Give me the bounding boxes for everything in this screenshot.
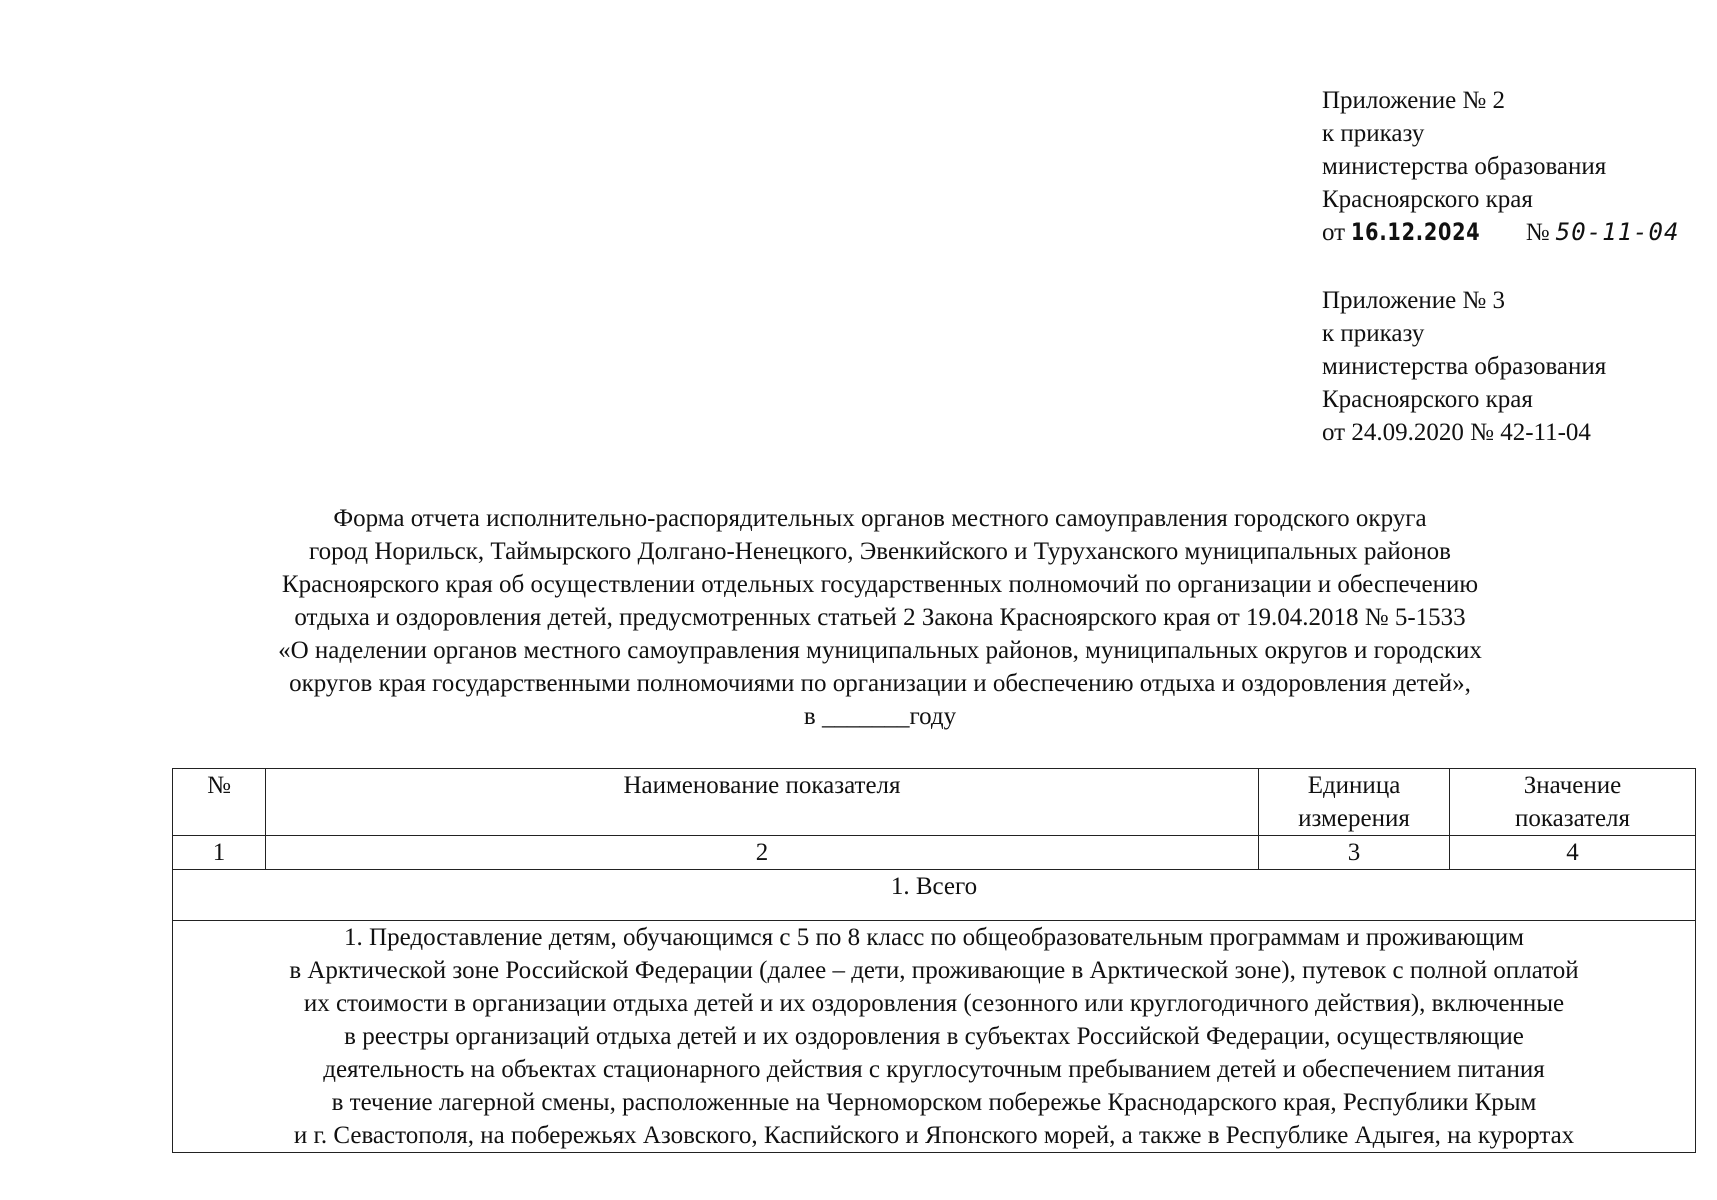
- header-indicator-name: Наименование показателя: [266, 769, 1259, 836]
- form-title-year-line: в _______году: [803, 703, 957, 730]
- table-header-row: [173, 769, 1696, 836]
- appendix-3-line-ministry: министерства образования: [1322, 353, 1607, 380]
- column-index-row: [173, 836, 1696, 870]
- report-table: [172, 768, 1696, 1153]
- header-unit: [1259, 769, 1450, 836]
- appendix-2-date-line: [1322, 216, 1702, 249]
- description-line: в течение лагерной смены, расположенные на Черноморском побережье Краснодарского края, Республики Крым: [331, 1089, 1537, 1116]
- form-title-line: округов края государственными полномочиями по организации и обеспечению отдыха и оздоровления детей»,: [289, 670, 1471, 697]
- appendix-2-handwritten-date: 16.12.2024: [1351, 218, 1481, 246]
- column-index: 2: [266, 836, 1259, 870]
- appendix-3-line-order: к приказу: [1322, 320, 1425, 347]
- section-row: [173, 870, 1696, 921]
- appendix-3-line-region: Красноярского края: [1322, 386, 1533, 413]
- appendix-2-line-region: Красноярского края: [1322, 186, 1533, 213]
- description-cell: [173, 921, 1696, 1153]
- appendix-2-date-prefix: от: [1322, 219, 1346, 246]
- appendix-2-line-order: к приказу: [1322, 120, 1425, 147]
- header-value-line: Значение: [1523, 772, 1622, 799]
- form-title-line: «О наделении органов местного самоуправления муниципальных районов, муниципальных округов и городских: [278, 637, 1482, 664]
- appendix-2-block: [1322, 84, 1702, 249]
- description-line: в реестры организаций отдыха детей и их оздоровления в субъектах Российской Федерации, осуществляющие: [344, 1023, 1524, 1050]
- header-value: [1450, 769, 1696, 836]
- column-index: 3: [1259, 836, 1450, 870]
- description-line: их стоимости в организации отдыха детей и их оздоровления (сезонного или круглогодичного действия), включенные: [303, 990, 1565, 1017]
- appendix-2-number-prefix: №: [1525, 219, 1550, 246]
- appendix-2-title: Приложение № 2: [1322, 87, 1506, 114]
- section-title: 1. Всего: [173, 870, 1696, 921]
- description-row: [173, 921, 1696, 1153]
- header-value-line: показателя: [1514, 805, 1631, 832]
- description-line: и г. Севастополя, на побережьях Азовского, Каспийского и Японского морей, а также в Республике Адыгея, на курортах: [293, 1122, 1575, 1149]
- appendix-3-line-date: от 24.09.2020 № 42-11-04: [1322, 419, 1591, 446]
- column-index: 4: [1450, 836, 1696, 870]
- appendix-2-line-ministry: министерства образования: [1322, 153, 1607, 180]
- column-index: 1: [173, 836, 266, 870]
- form-title-line: отдыха и оздоровления детей, предусмотренных статьей 2 Закона Красноярского края от 19.04.2018 № 5-1533: [294, 604, 1466, 631]
- description-line: 1. Предоставление детям, обучающимся с 5 по 8 класс по общеобразовательным программам и проживающим: [344, 924, 1524, 951]
- appendix-3-title: Приложение № 3: [1322, 287, 1506, 314]
- form-title-line: Форма отчета исполнительно-распорядительных органов местного самоуправления городского округа: [333, 505, 1427, 532]
- appendix-2-handwritten-number: 50-11-04: [1555, 218, 1680, 246]
- header-unit-line: измерения: [1298, 805, 1410, 832]
- form-title: [150, 502, 1610, 733]
- form-title-line: Красноярского края об осуществлении отдельных государственных полномочий по организации и обеспечению: [281, 571, 1479, 598]
- description-line: деятельность на объектах стационарного действия с круглосуточным пребыванием детей и обеспечением питания: [323, 1056, 1545, 1083]
- header-unit-line: Единица: [1307, 772, 1401, 799]
- description-line: в Арктической зоне Российской Федерации (далее – дети, проживающие в Арктической зоне), путевок с полной оплатой: [289, 957, 1579, 984]
- form-title-line: город Норильск, Таймырского Долгано-Ненецкого, Эвенкийского и Туруханского муниципальных районов: [308, 538, 1451, 565]
- appendix-3-block: [1322, 284, 1702, 449]
- header-number: №: [173, 769, 266, 836]
